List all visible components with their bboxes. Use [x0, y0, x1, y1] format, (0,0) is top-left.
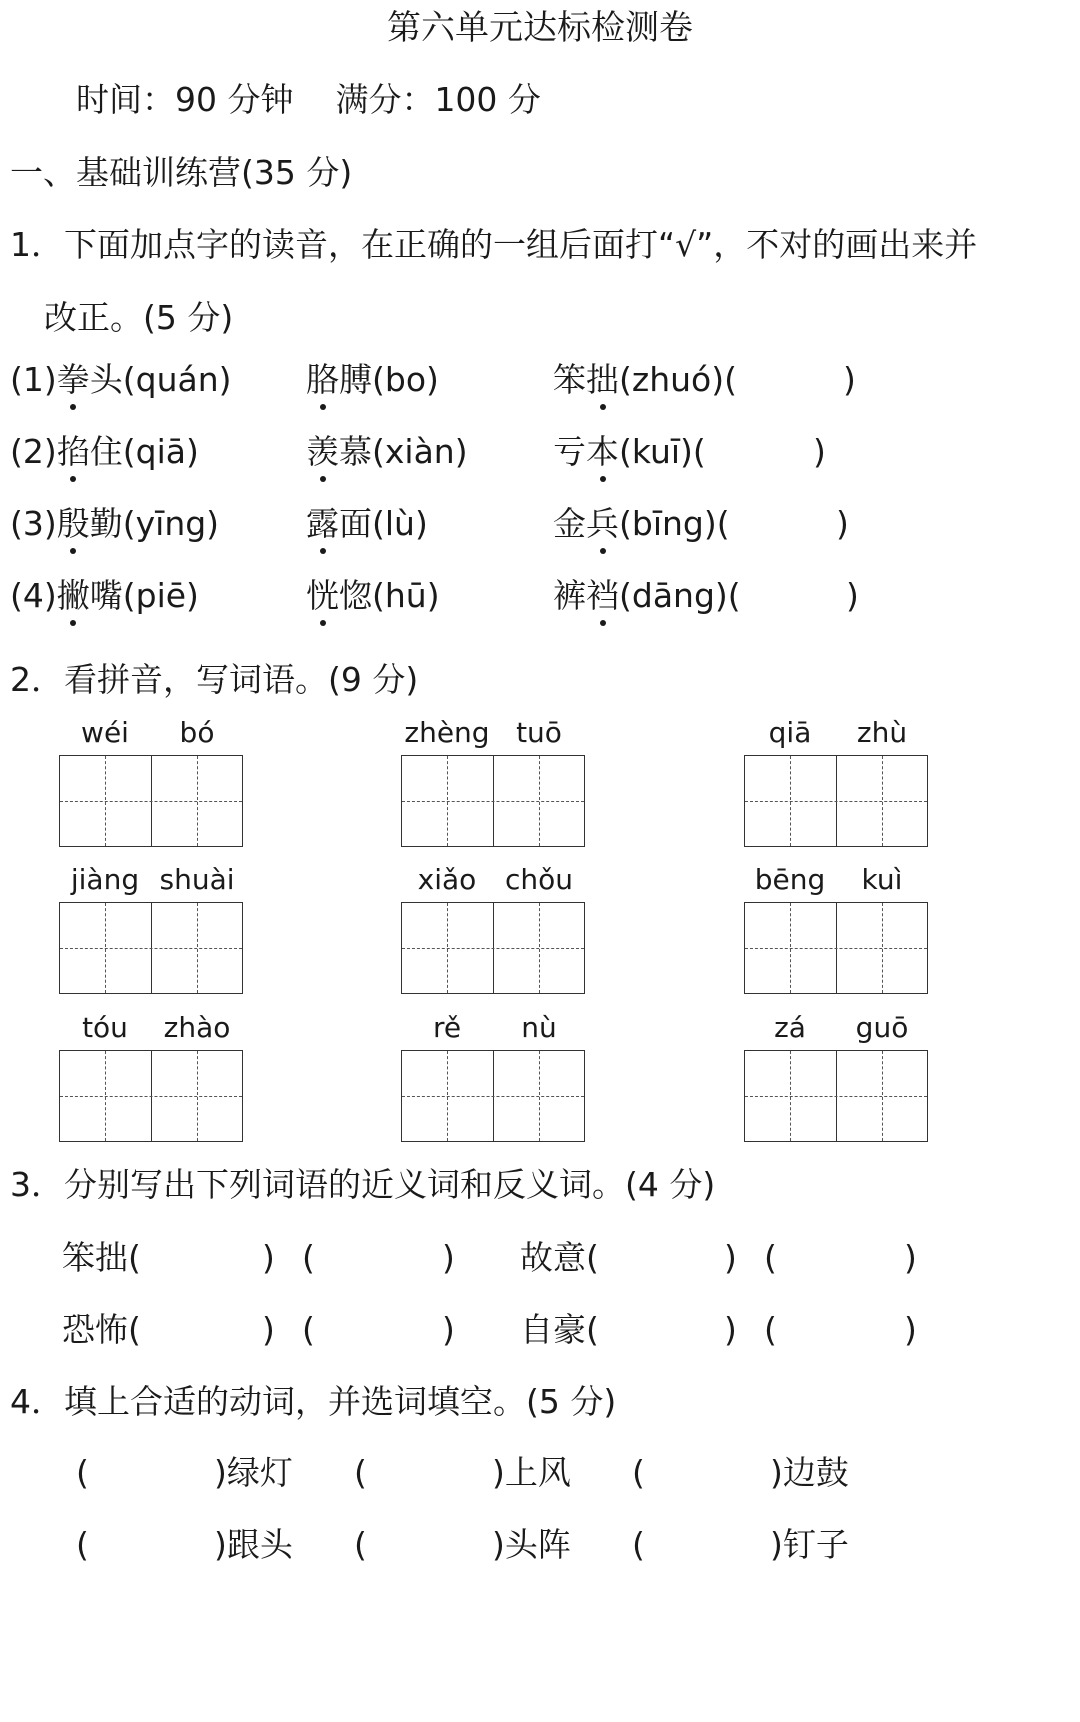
q1-item: [306, 504, 428, 544]
word-char: 裆: [586, 576, 619, 615]
word-char: 裤: [553, 576, 586, 615]
q1-item: [553, 432, 706, 472]
pinyin-label: wéi: [81, 716, 129, 749]
pinyin-label: qiā: [768, 716, 812, 749]
pinyin: (kuī)(: [619, 432, 706, 471]
word-char: 笨: [553, 360, 586, 399]
pinyin-label: zhèng: [404, 716, 490, 749]
writing-grid[interactable]: [401, 755, 585, 847]
writing-grid[interactable]: [59, 902, 243, 994]
pinyin-label: zá: [774, 1011, 806, 1044]
word-char: 撇: [56, 576, 90, 615]
word-char: 露: [306, 504, 339, 543]
answer-blank-close[interactable]: ): [724, 1310, 737, 1349]
answer-blank-close[interactable]: ): [442, 1238, 455, 1277]
q1-item: [10, 432, 199, 472]
answer-blank-close[interactable]: ): [904, 1310, 917, 1349]
answer-blank-open[interactable]: (: [354, 1525, 367, 1564]
pinyin: (yīng): [122, 504, 220, 543]
pinyin-label: tuō: [516, 716, 562, 749]
answer-blank-open[interactable]: (: [76, 1453, 89, 1492]
word-char: 头: [89, 360, 123, 399]
word-char: 羡: [306, 432, 339, 471]
page-title: 第六单元达标检测卷: [387, 8, 693, 48]
answer-blank-open[interactable]: (: [632, 1453, 645, 1492]
pinyin-label: zhù: [856, 716, 908, 749]
item-number: (2): [10, 432, 57, 471]
answer-blank-open[interactable]: (: [764, 1238, 777, 1277]
pinyin-label: shuài: [159, 863, 235, 896]
answer-word: )跟头: [214, 1525, 293, 1564]
word-char: 本: [586, 432, 619, 471]
item-number: (1): [10, 360, 57, 399]
answer-blank-open[interactable]: (: [632, 1525, 645, 1564]
q1-item: [553, 504, 730, 544]
writing-grid[interactable]: [59, 755, 243, 847]
pinyin-label: rě: [432, 1011, 462, 1044]
pinyin: (bīng)(: [619, 504, 730, 543]
answer-word: )钉子: [770, 1525, 849, 1564]
writing-grid[interactable]: [401, 902, 585, 994]
item-number: (3): [10, 504, 57, 543]
word-char: 恍: [306, 576, 339, 615]
exam-meta: 时间：90 分钟 满分：100 分: [76, 80, 541, 119]
q1-item: [306, 360, 439, 400]
word-char: 惚: [339, 576, 372, 615]
word-char: 殷: [56, 504, 90, 543]
writing-grid[interactable]: [401, 1050, 585, 1142]
word-label: 恐怖(: [62, 1310, 141, 1349]
answer-blank-close[interactable]: ): [262, 1238, 275, 1277]
q2-heading: 2．看拼音，写词语。(9 分): [10, 660, 419, 699]
word-char: 勤: [89, 504, 123, 543]
writing-grid[interactable]: [744, 755, 928, 847]
pinyin: (bo): [372, 360, 439, 399]
word-char: 胳: [306, 360, 339, 399]
word-char: 膊: [339, 360, 372, 399]
answer-blank-close[interactable]: ): [813, 432, 826, 471]
q1-item: [306, 432, 468, 472]
q1-instruction: 1．下面加点字的读音，在正确的一组后面打“√”，不对的画出来并: [10, 225, 978, 264]
q1-item: [553, 576, 741, 616]
q1-item: [306, 576, 440, 616]
pinyin-label: xiǎo: [417, 863, 477, 896]
pinyin: (xiàn): [372, 432, 468, 471]
word-char: 嘴: [89, 576, 123, 615]
word-char: 拳: [56, 360, 90, 399]
answer-word: )上风: [492, 1453, 571, 1492]
writing-grid[interactable]: [744, 902, 928, 994]
answer-blank-open[interactable]: (: [302, 1310, 315, 1349]
word-char: 兵: [586, 504, 619, 543]
answer-blank-open[interactable]: (: [354, 1453, 367, 1492]
answer-blank-close[interactable]: ): [846, 576, 859, 615]
word-char: 掐: [56, 432, 90, 471]
q3-heading: 3．分别写出下列词语的近义词和反义词。(4 分): [10, 1165, 716, 1204]
answer-blank-close[interactable]: ): [262, 1310, 275, 1349]
pinyin-label: zhào: [163, 1011, 231, 1044]
pinyin: (hū): [372, 576, 440, 615]
pinyin-label: kuì: [861, 863, 903, 896]
pinyin: (dāng)(: [619, 576, 741, 615]
word-label: 自豪(: [520, 1310, 599, 1349]
pinyin-label: chǒu: [504, 863, 574, 896]
pinyin: (piē): [122, 576, 199, 615]
writing-grid[interactable]: [59, 1050, 243, 1142]
q1-item: [553, 360, 737, 400]
answer-blank-close[interactable]: ): [836, 504, 849, 543]
q4-heading: 4．填上合适的动词，并选词填空。(5 分): [10, 1382, 617, 1421]
pinyin-label: tóu: [82, 1011, 128, 1044]
pinyin-label: guō: [855, 1011, 909, 1044]
writing-grid[interactable]: [744, 1050, 928, 1142]
item-number: (4): [10, 576, 57, 615]
answer-blank-close[interactable]: ): [904, 1238, 917, 1277]
word-char: 金: [553, 504, 586, 543]
pinyin: (lù): [372, 504, 428, 543]
word-char: 拙: [586, 360, 619, 399]
answer-blank-close[interactable]: ): [843, 360, 856, 399]
answer-blank-open[interactable]: (: [302, 1238, 315, 1277]
q1-item: [10, 504, 219, 544]
q1-item: [10, 576, 199, 616]
pinyin-label: jiàng: [70, 863, 140, 896]
answer-word: )头阵: [492, 1525, 571, 1564]
pinyin-label: bó: [179, 716, 215, 749]
answer-blank-close[interactable]: ): [724, 1238, 737, 1277]
pinyin: (quán): [122, 360, 232, 399]
q1-instruction-cont: 改正。(5 分): [44, 298, 234, 337]
pinyin-label: bēng: [754, 863, 826, 896]
pinyin: (zhuó)(: [619, 360, 737, 399]
answer-word: )绿灯: [214, 1453, 293, 1492]
word-char: 慕: [339, 432, 372, 471]
pinyin: (qiā): [122, 432, 199, 471]
word-char: 面: [339, 504, 372, 543]
pinyin-label: nù: [521, 1011, 557, 1044]
q1-item: [10, 360, 232, 400]
answer-blank-open[interactable]: (: [764, 1310, 777, 1349]
word-label: 故意(: [520, 1238, 599, 1277]
section-heading: 一、基础训练营(35 分): [10, 153, 353, 192]
answer-blank-open[interactable]: (: [76, 1525, 89, 1564]
answer-word: )边鼓: [770, 1453, 849, 1492]
answer-blank-close[interactable]: ): [442, 1310, 455, 1349]
word-char: 住: [89, 432, 123, 471]
word-label: 笨拙(: [62, 1238, 141, 1277]
word-char: 亏: [553, 432, 586, 471]
